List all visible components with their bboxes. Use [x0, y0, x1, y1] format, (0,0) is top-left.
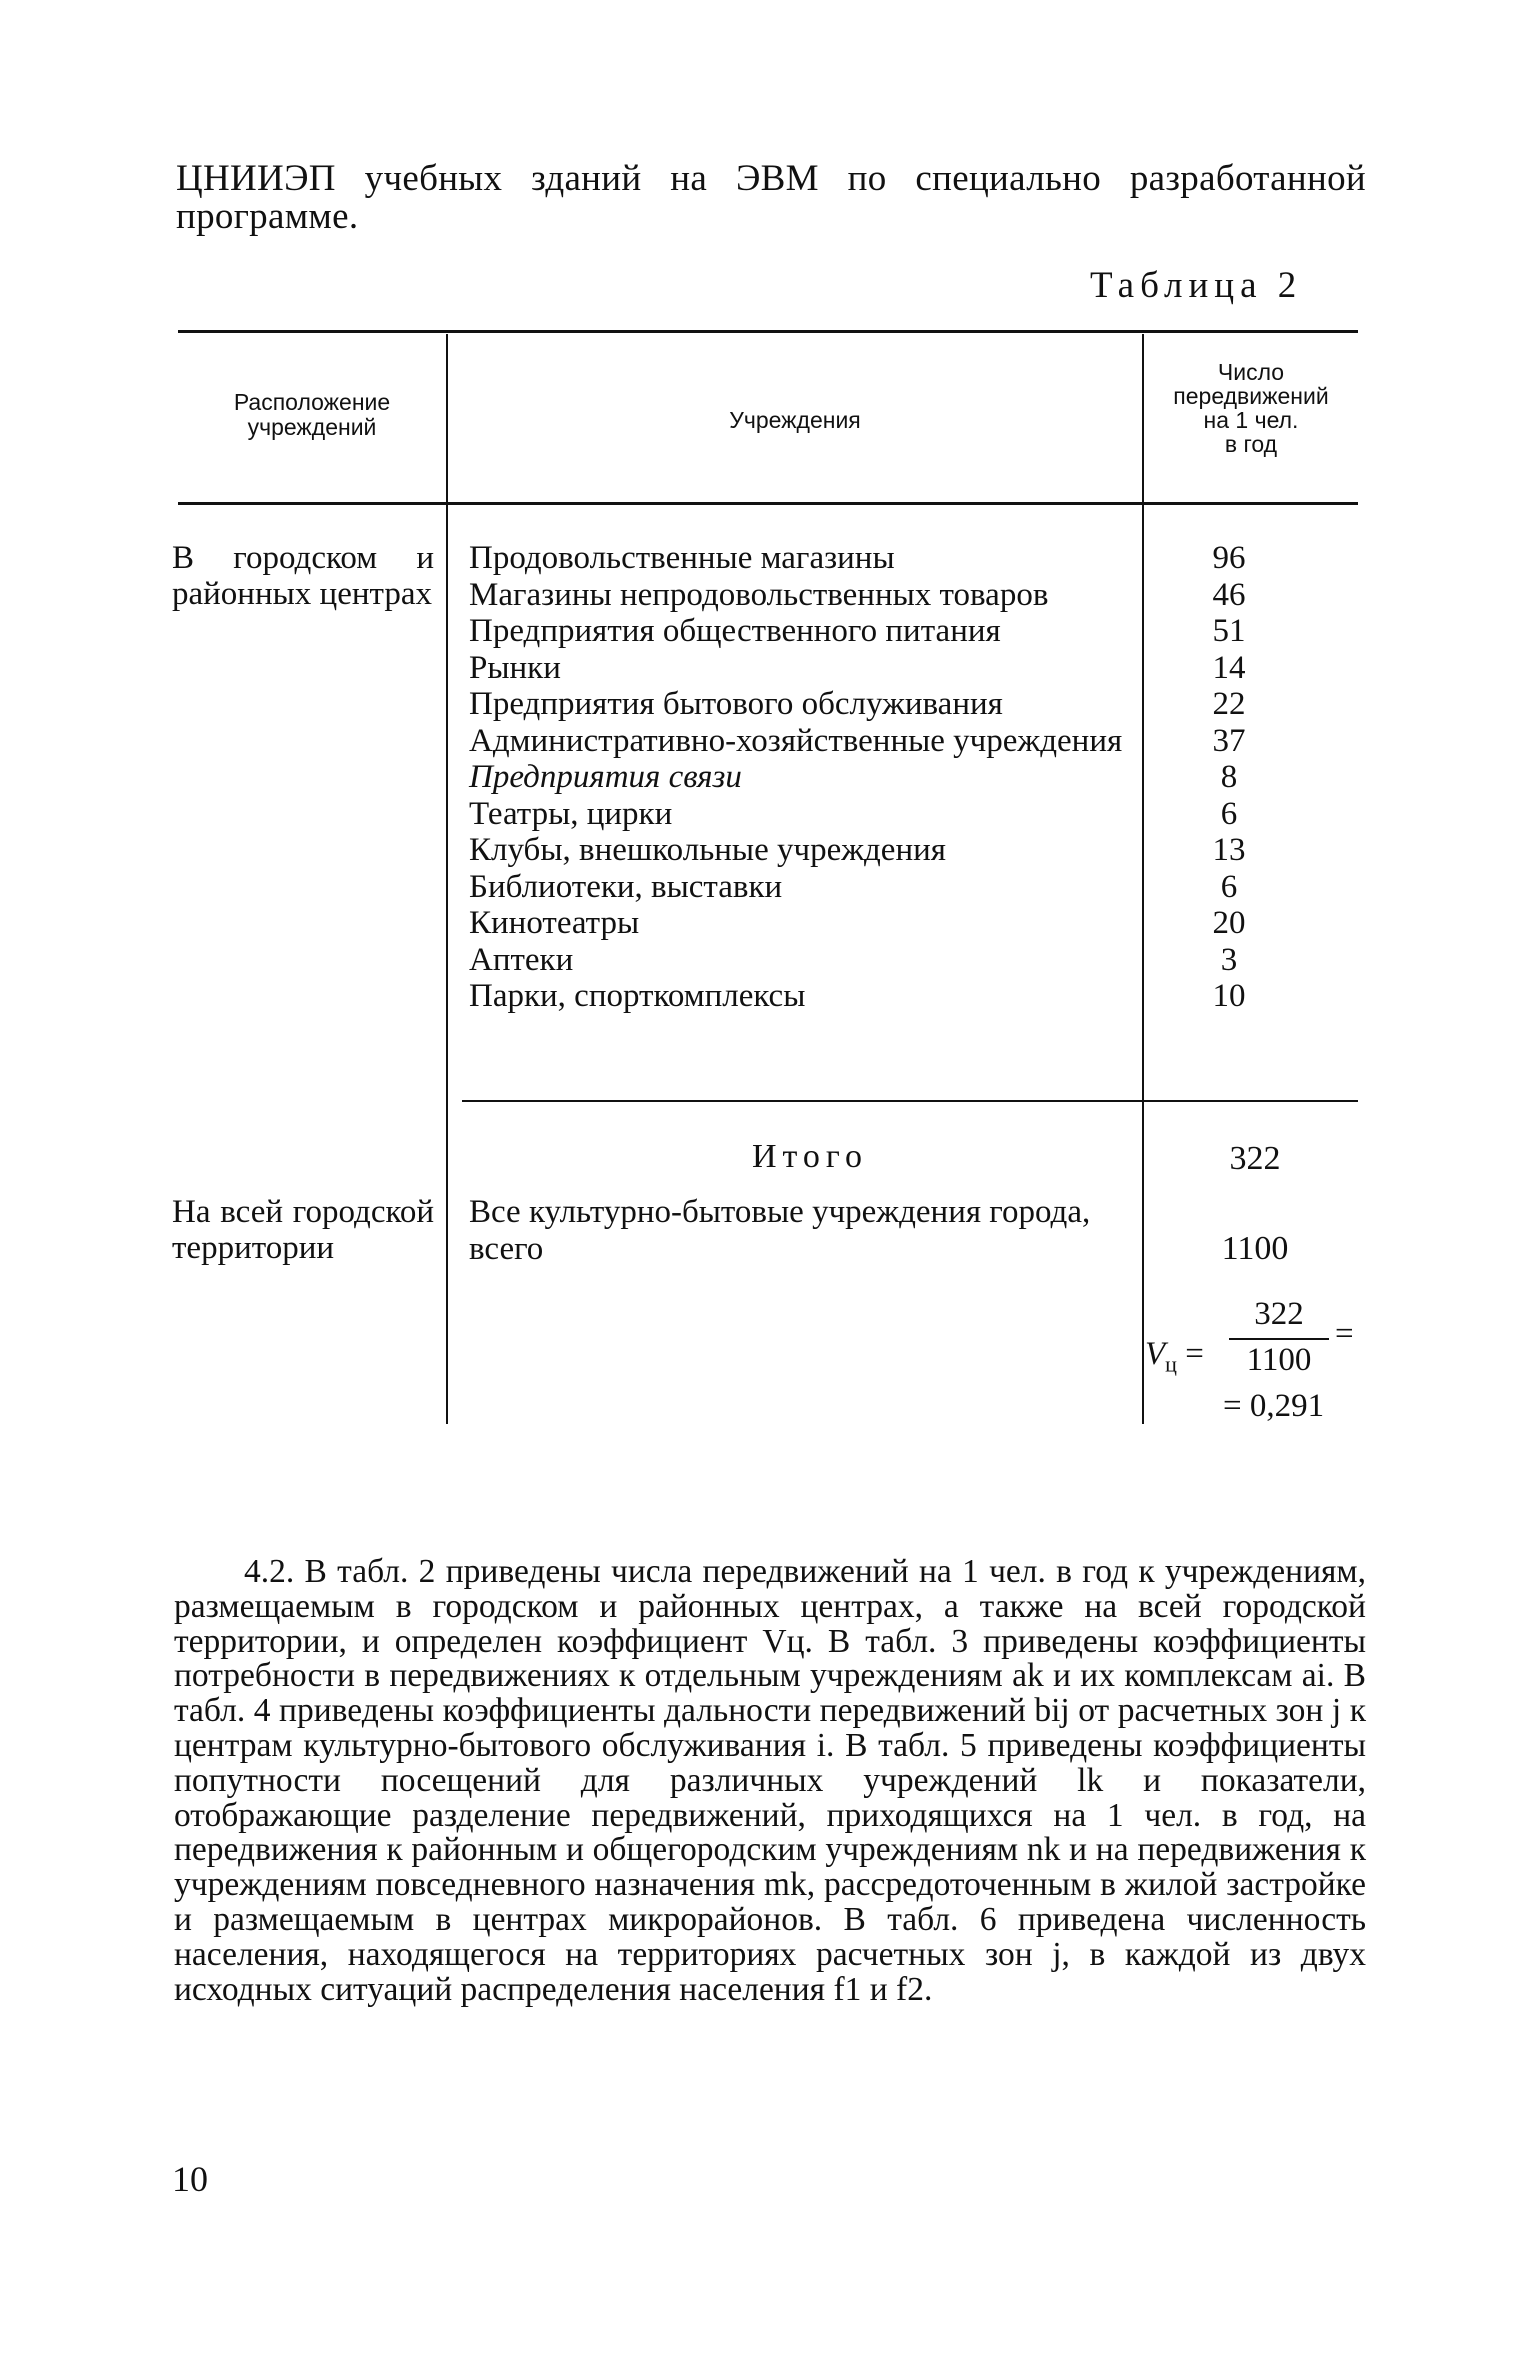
institution-name: Продовольственные магазины — [469, 540, 895, 576]
formula-numerator: 322 — [1254, 1296, 1304, 1332]
formula-denominator: 1100 — [1246, 1342, 1312, 1378]
trip-count: 3 — [1220, 941, 1238, 978]
table-row — [469, 941, 1238, 979]
total-label: Итого — [751, 1138, 869, 1175]
institution-name: Предприятия бытового обслуживания — [469, 686, 1003, 722]
table-row — [469, 832, 1246, 869]
formula-fraction-bar — [1229, 1338, 1329, 1340]
table-caption: Таблица 2 — [1090, 265, 1303, 306]
institution-name: Магазины непродовольственных товаров — [469, 576, 1049, 613]
table-row — [469, 905, 1246, 942]
table-row — [469, 576, 1246, 614]
trip-count: 22 — [1212, 686, 1246, 722]
group1-location: В городском и районных центрах — [172, 540, 434, 612]
table-row — [469, 795, 1238, 833]
institution-name: Театры, цирки — [469, 795, 673, 832]
institution-list — [469, 540, 1246, 1015]
formula-symbol: $V_ц$ = — [1145, 1336, 1204, 1377]
table-row — [469, 649, 1246, 687]
institution-name: Административно-хозяйственные учреждения — [469, 722, 1123, 759]
trip-count: 10 — [1212, 978, 1246, 1014]
institution-name: Библиотеки, выставки — [469, 868, 783, 905]
trip-count: 6 — [1220, 795, 1238, 832]
formula-trailing-eq: = — [1335, 1316, 1354, 1352]
trip-count: 20 — [1212, 905, 1246, 941]
institution-name: Парки, спорткомплексы — [469, 978, 806, 1014]
table-row — [469, 613, 1246, 650]
header-institutions: Учреждения — [729, 407, 861, 433]
institution-name: Аптеки — [469, 941, 574, 978]
table-row — [469, 540, 1246, 577]
trip-count: 51 — [1212, 613, 1246, 649]
table-top-rule — [178, 330, 1358, 333]
table-row — [469, 686, 1246, 723]
table-row — [469, 868, 1238, 906]
institution-name: Клубы, внешкольные учреждения — [469, 832, 946, 868]
trip-count: 6 — [1220, 868, 1238, 905]
body-paragraph: 4.2. В табл. 2 приведены числа передвижений на 1 чел. в год к учреждениям, размещаемым в городском и районных центрах, а также на всей городской территории, и определен коэффициент Vц. В табл. 3 приведены коэффициенты потребности в передвижениях к отдельным учреждениям ak и их комплексам ai. В табл. 4 приведены коэффициенты дальности передвижений bij от расчетных зон j к центрам культурно-бытового обслуживания i. В табл. 5 приведены коэффициенты попутности посещений для различных учреждений lk и показатели, отображающие разделение передвижений, приходящихся на 1 чел. в год, на передвижения к районным и общегородским учреждениям nk и на передвижения к учреждениям повседневного назначения mk, рассредоточенным в жилой застройке и размещаемым в центрах микрорайонов. В табл. 6 приведена численность населения, находящегося на территориях расчетных зон j, в каждой из двух исходных ситуаций распределения населения f1 и f2. — [174, 1553, 1366, 2008]
total-rule — [462, 1100, 1358, 1102]
trip-count: 46 — [1212, 576, 1246, 613]
trip-count: 8 — [1220, 759, 1238, 795]
total-value: 322 — [1229, 1140, 1281, 1177]
page-number: 10 — [172, 2159, 208, 2199]
header-bottom-rule — [178, 502, 1358, 505]
trip-count: 14 — [1212, 649, 1246, 686]
header-trips: Число передвижений на 1 чел. в год — [1173, 359, 1329, 457]
coefficient-formula — [1145, 1296, 1365, 1426]
trip-count: 96 — [1212, 540, 1246, 576]
formula-result: = 0,291 — [1223, 1388, 1325, 1424]
trip-count: 37 — [1212, 722, 1246, 759]
intro-text: ЦНИИЭП учебных зданий на ЭВМ по специально разработанной программе. — [176, 158, 1366, 237]
all-value: 1100 — [1221, 1230, 1289, 1267]
column-divider-1 — [446, 334, 448, 1424]
institution-name: Предприятия связи — [469, 759, 742, 795]
table-row — [469, 978, 1246, 1015]
institution-name: Кинотеатры — [469, 905, 640, 941]
group2-location: На всей городской территории — [172, 1194, 434, 1266]
header-location: Расположение учреждений — [233, 389, 391, 440]
table-row — [469, 722, 1246, 760]
institution-name: Рынки — [469, 649, 561, 686]
all-institutions: Все культурно-бытовые учреждения города, всего — [469, 1194, 1091, 1267]
institution-name: Предприятия общественного питания — [469, 613, 1001, 649]
trip-count: 13 — [1212, 832, 1246, 868]
table-row — [469, 759, 1238, 796]
